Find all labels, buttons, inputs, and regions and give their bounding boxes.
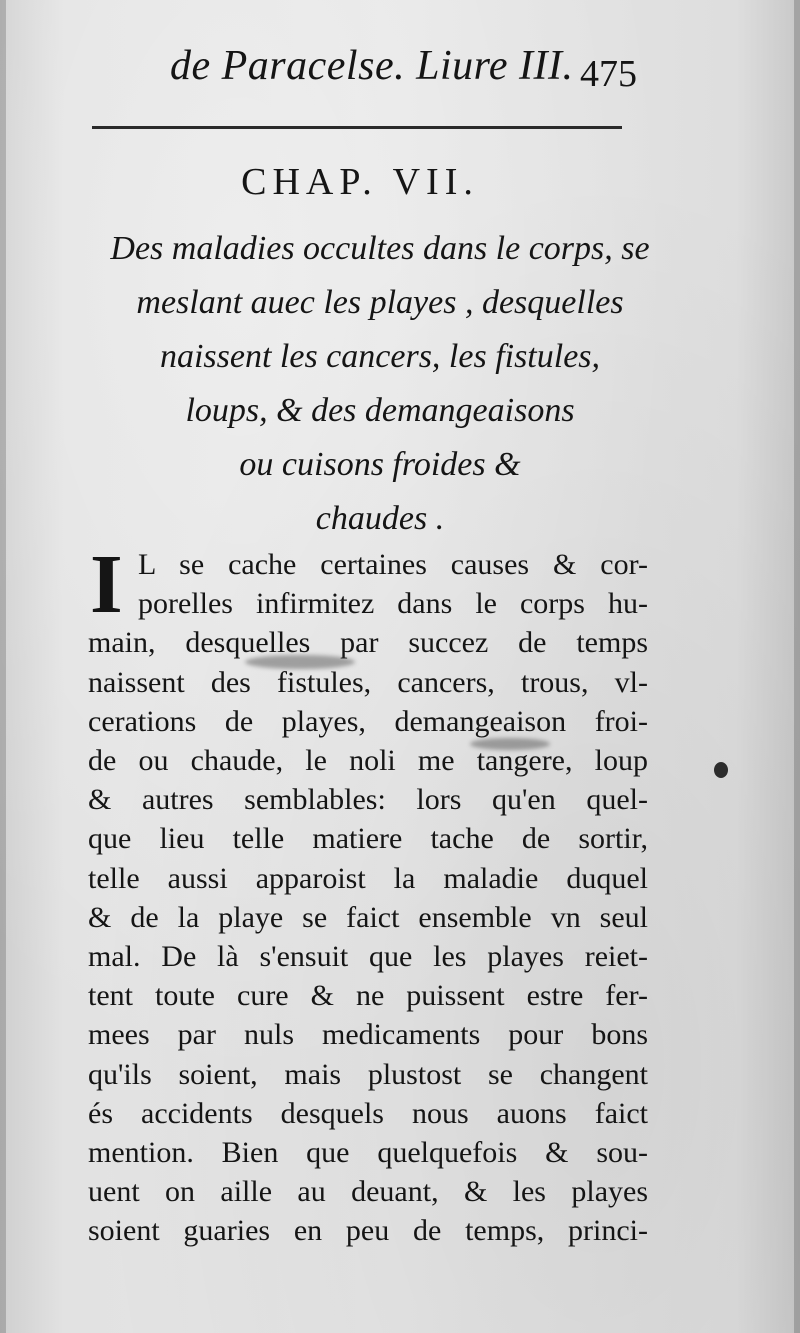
body-line: mees par nuls medicaments pour bons [88, 1018, 648, 1052]
body-line: naissent des fistules, cancers, trous, vl- [88, 665, 648, 699]
ink-smudge [245, 655, 355, 669]
page-number: 475 [580, 53, 637, 95]
chapter-heading: CHAP. VII. [241, 161, 479, 203]
header-rule [92, 126, 622, 129]
body-line: porelles infirmitez dans le corps hu- [138, 587, 648, 621]
title-line: meslant auec les playes , desquelles [136, 284, 624, 321]
body-text [88, 538, 648, 1251]
title-line: chaudes . [315, 500, 445, 537]
body-line: tent toute cure & ne puissent estre fer- [88, 979, 648, 1013]
body-line: soient guaries en peu de temps, princi- [88, 1214, 648, 1248]
body-line: mal. De là s'ensuit que les playes reiet- [88, 940, 648, 974]
ink-smudge [470, 738, 550, 750]
body-line: main, desquelles par succez de temps [88, 626, 648, 660]
body-line: de ou chaude, le noli me tangere, loup [88, 744, 648, 778]
body-line: mention. Bien que quelquefois & sou- [88, 1136, 648, 1170]
body-line: que lieu telle matiere tache de sortir, [88, 822, 648, 856]
title-line: loups, & des demangeaisons [185, 392, 575, 429]
chapter-title [70, 222, 690, 546]
drop-cap: I [90, 538, 123, 631]
title-line: Des maladies occultes dans le corps, se [110, 230, 650, 267]
body-line: és accidents desquels nous auons faict [88, 1096, 648, 1130]
title-line: ou cuisons froides & [239, 446, 521, 483]
title-line: naissent les cancers, les fistules, [159, 338, 601, 375]
body-line: & de la playe se faict ensemble vn seul [88, 900, 648, 934]
body-line: L se cache certaines causes & cor- [138, 548, 648, 581]
body-line: cerations de playes, demangeaison froi- [88, 704, 648, 738]
body-line: & autres semblables: lors qu'en quel- [88, 783, 648, 817]
right-edge-shadow [794, 0, 800, 1333]
body-line: qu'ils soient, mais plustost se changent [88, 1057, 648, 1091]
body-line: uent on aille au deuant, & les playes [88, 1175, 648, 1209]
running-head: de Paracelse. Liure III. [170, 43, 574, 89]
body-line: telle aussi apparoist la maladie duquel [88, 861, 648, 895]
ink-spot [714, 762, 728, 778]
